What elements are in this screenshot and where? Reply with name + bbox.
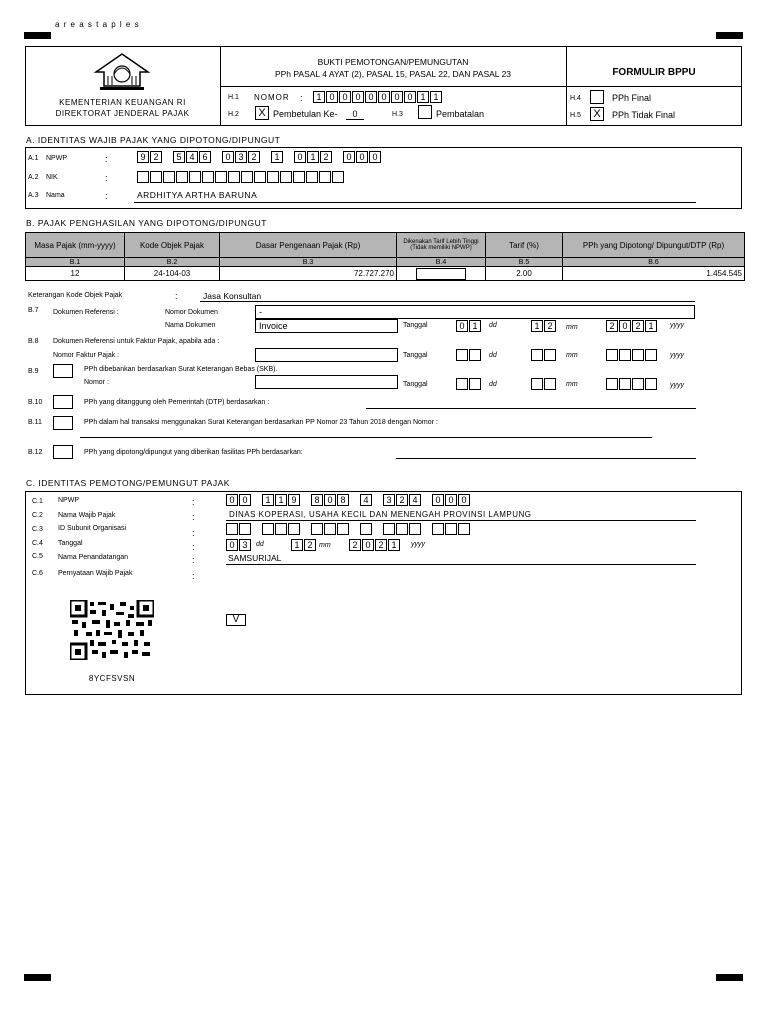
digit-cell[interactable] xyxy=(228,171,240,183)
header-mid-line xyxy=(220,86,742,87)
nomor-faktur-field[interactable] xyxy=(255,348,398,362)
b9-code: B.9 xyxy=(28,368,39,375)
digit-cell[interactable] xyxy=(544,349,556,361)
digit-cell[interactable] xyxy=(445,523,457,535)
pph-table xyxy=(25,232,745,281)
col-header-masa: Masa Pajak (mm-yyyy) xyxy=(26,233,125,258)
nama-dokumen-label: Nama Dokumen xyxy=(165,322,216,329)
mm-label: mm xyxy=(566,324,578,331)
digit-cell[interactable] xyxy=(189,171,201,183)
col-code: B.5 xyxy=(486,258,563,267)
digit-cell[interactable]: 1 xyxy=(430,91,442,103)
digit-cell[interactable] xyxy=(150,171,162,183)
digit-cell[interactable]: 2 xyxy=(606,320,618,332)
digit-cell[interactable] xyxy=(432,523,444,535)
digit-cell[interactable]: 1 xyxy=(262,494,274,506)
col-code: B.1 xyxy=(26,258,125,267)
pembetulan-label: Pembetulan Ke- xyxy=(273,109,338,119)
digit-cell[interactable] xyxy=(293,171,305,183)
digit-cell[interactable] xyxy=(215,171,227,183)
dd-label: dd xyxy=(489,352,497,359)
penandatangan-value: SAMSURIJAL xyxy=(228,553,282,563)
ministry-name: KEMENTERIAN KEUANGAN RI xyxy=(59,98,186,107)
nik-colon: : xyxy=(105,173,108,183)
col-code: B.4 xyxy=(397,258,486,267)
yyyy-label: yyyy xyxy=(670,322,684,329)
dd-label: dd xyxy=(256,541,264,548)
digit-cell[interactable]: 4 xyxy=(360,494,372,506)
section-a-box xyxy=(25,147,742,209)
yyyy-label: yyyy xyxy=(670,352,684,359)
digit-cell[interactable]: 2 xyxy=(632,320,644,332)
digit-cell[interactable]: 0 xyxy=(352,91,364,103)
cell-masa: 12 xyxy=(26,267,125,281)
digit-cell[interactable] xyxy=(458,523,470,535)
c-tanggal-colon: : xyxy=(192,542,195,552)
c4-date-yyyy xyxy=(349,539,401,551)
digit-cell[interactable] xyxy=(202,171,214,183)
digit-cell[interactable]: 0 xyxy=(356,151,368,163)
h5-checkbox[interactable]: X xyxy=(590,107,604,121)
section-c-title: C. IDENTITAS PEMOTONG/PEMUNGUT PAJAK xyxy=(26,478,230,488)
digit-cell[interactable] xyxy=(409,523,421,535)
digit-cell[interactable] xyxy=(288,523,300,535)
nomor-colon: : xyxy=(300,93,303,103)
mm-label: mm xyxy=(566,352,578,359)
yyyy-label: yyyy xyxy=(411,541,425,548)
npwp-colon: : xyxy=(105,154,108,164)
digit-cell[interactable]: 0 xyxy=(619,320,631,332)
b10-label: PPh yang ditanggung oleh Pemerintah (DTP) berdasarkan : xyxy=(84,399,270,406)
b12-label: PPh yang dipotong/dipungut yang diberikan fasilitas PPh berdasarkan: xyxy=(84,449,303,456)
b8-code: B.8 xyxy=(28,338,39,345)
b11-line xyxy=(80,437,652,438)
b9-nomor-field[interactable] xyxy=(255,375,398,389)
digit-cell[interactable]: 0 xyxy=(326,91,338,103)
nama-underline xyxy=(134,202,696,203)
digit-cell[interactable]: 1 xyxy=(271,151,283,163)
nomor-faktur-label: Nomor Faktur Pajak : xyxy=(53,352,120,359)
subunit-cells xyxy=(226,523,471,535)
digit-cell[interactable]: 0 xyxy=(294,151,306,163)
b11-checkbox[interactable] xyxy=(53,416,73,430)
digit-cell[interactable]: 2 xyxy=(320,151,332,163)
a1-code: A.1 xyxy=(28,155,39,162)
section-c-box xyxy=(25,491,742,695)
corner-mark-br xyxy=(716,974,743,981)
digit-cell[interactable] xyxy=(645,349,657,361)
digit-cell[interactable]: 2 xyxy=(349,539,361,551)
b9-label: PPh dibebankan berdasarkan Surat Keterangan Bebas (SKB). xyxy=(84,366,278,373)
directorate-name: DIREKTORAT JENDERAL PAJAK xyxy=(55,109,190,118)
digit-cell[interactable]: 2 xyxy=(396,494,408,506)
corner-mark-tl xyxy=(24,32,51,39)
c-npwp-label: NPWP xyxy=(58,497,79,504)
cell-kode: 24-104-03 xyxy=(125,267,220,281)
digit-cell[interactable] xyxy=(254,171,266,183)
digit-cell[interactable]: 1 xyxy=(275,494,287,506)
c2-code: C.2 xyxy=(32,512,43,519)
digit-cell[interactable] xyxy=(306,171,318,183)
digit-cell[interactable]: 1 xyxy=(469,320,481,332)
nomor-dokumen-field[interactable]: - xyxy=(255,305,695,319)
digit-cell[interactable] xyxy=(176,171,188,183)
b12-line xyxy=(396,458,696,459)
cell-tarif: 2.00 xyxy=(486,267,563,281)
qr-code-text: 8YCFSVSN xyxy=(88,674,136,683)
digit-cell[interactable] xyxy=(226,523,238,535)
col-code: B.3 xyxy=(220,258,397,267)
col-header-tarif: Tarif (%) xyxy=(486,233,563,258)
digit-cell[interactable] xyxy=(606,349,618,361)
a2-code: A.2 xyxy=(28,174,39,181)
npwp-cells xyxy=(137,151,382,163)
digit-cell[interactable]: 4 xyxy=(186,151,198,163)
nama-wp-label: Nama Wajib Pajak xyxy=(58,512,116,519)
digit-cell[interactable] xyxy=(606,378,618,390)
npwp-label: NPWP xyxy=(46,155,67,162)
digit-cell[interactable]: 2 xyxy=(304,539,316,551)
c-npwp-cells xyxy=(226,494,471,506)
b8-date-dd xyxy=(456,349,482,361)
digit-cell[interactable] xyxy=(396,523,408,535)
digit-cell[interactable]: 2 xyxy=(375,539,387,551)
digit-cell[interactable] xyxy=(241,171,253,183)
tanggal-label: Tanggal xyxy=(403,352,428,359)
top-label: a r e a s t a p l e s xyxy=(55,20,140,29)
digit-cell[interactable]: 5 xyxy=(173,151,185,163)
digit-cell[interactable] xyxy=(645,378,657,390)
h4-code: H.4 xyxy=(570,95,581,102)
c4-date-dd xyxy=(226,539,252,551)
penandatangan-label: Nama Penandatangan xyxy=(58,554,129,561)
dd-label: dd xyxy=(489,381,497,388)
digit-cell[interactable]: 3 xyxy=(383,494,395,506)
col-code: B.6 xyxy=(563,258,745,267)
digit-cell[interactable] xyxy=(632,378,644,390)
b9-date-dd xyxy=(456,378,482,390)
digit-cell[interactable]: 1 xyxy=(417,91,429,103)
b11-label: PPh dalam hal transaksi menggunakan Surat Keterangan berdasarkan PP Nomor 23 Tahun 2018 dengan Nomor : xyxy=(84,419,438,426)
digit-cell[interactable]: 2 xyxy=(544,320,556,332)
garuda-logo xyxy=(92,52,152,92)
digit-cell[interactable]: 9 xyxy=(288,494,300,506)
dok-ref-label: Dokumen Referensi : xyxy=(53,309,119,316)
tanggal-label: Tanggal xyxy=(403,381,428,388)
b11-code: B.11 xyxy=(28,419,42,426)
nama-dokumen-field[interactable]: Invoice xyxy=(255,319,398,333)
pernyataan-colon: : xyxy=(192,571,195,581)
c-npwp-colon: : xyxy=(192,497,195,507)
digit-cell[interactable]: 0 xyxy=(343,151,355,163)
c-tanggal-label: Tanggal xyxy=(58,540,83,547)
cell-dpp: 72.727.270 xyxy=(220,267,397,281)
subunit-colon: : xyxy=(192,528,195,538)
digit-cell[interactable]: 0 xyxy=(458,494,470,506)
digit-cell[interactable] xyxy=(239,523,251,535)
digit-cell[interactable] xyxy=(456,378,468,390)
b12-code: B.12 xyxy=(28,449,43,456)
digit-cell[interactable] xyxy=(337,523,349,535)
b7-date-yyyy xyxy=(606,320,658,332)
digit-cell[interactable]: 0 xyxy=(445,494,457,506)
digit-cell[interactable]: 0 xyxy=(339,91,351,103)
digit-cell[interactable]: 1 xyxy=(313,91,325,103)
digit-cell[interactable]: 0 xyxy=(391,91,403,103)
cell-tarif-tinggi xyxy=(397,267,486,281)
col-code: B.2 xyxy=(125,258,220,267)
digit-cell[interactable]: 0 xyxy=(369,151,381,163)
c4-code: C.4 xyxy=(32,540,43,547)
h3-code: H.3 xyxy=(392,111,403,118)
digit-cell[interactable]: 1 xyxy=(531,320,543,332)
cell-pph: 1.454.545 xyxy=(563,267,745,281)
b10-checkbox[interactable] xyxy=(53,395,73,409)
digit-cell[interactable]: 8 xyxy=(337,494,349,506)
form-title-1: BUKTI PEMOTONGAN/PEMUNGUTAN xyxy=(317,57,469,67)
a3-code: A.3 xyxy=(28,192,39,199)
digit-cell[interactable] xyxy=(619,349,631,361)
h4-checkbox[interactable] xyxy=(590,90,604,104)
digit-cell[interactable]: 8 xyxy=(311,494,323,506)
b7-date-mm xyxy=(531,320,557,332)
b9-checkbox[interactable] xyxy=(53,364,73,378)
digit-cell[interactable] xyxy=(280,171,292,183)
digit-cell[interactable] xyxy=(531,378,543,390)
digit-cell[interactable]: 0 xyxy=(222,151,234,163)
digit-cell[interactable] xyxy=(262,523,274,535)
col-header-kode: Kode Objek Pajak xyxy=(125,233,220,258)
subunit-label: ID Subunit Organisasi xyxy=(58,525,127,532)
nama-value: ARDHITYA ARTHA BARUNA xyxy=(137,190,258,200)
tarif-tinggi-checkbox[interactable] xyxy=(416,268,466,280)
c1-code: C.1 xyxy=(32,498,43,505)
digit-cell[interactable]: 1 xyxy=(388,539,400,551)
col-header-tarif-tinggi: Dikenakan Tarif Lebih Tinggi (Tidak memiliki NPWP) xyxy=(397,233,486,258)
b8-date-yyyy xyxy=(606,349,658,361)
section-b-title: B. PAJAK PENGHASILAN YANG DIPOTONG/DIPUNGUT xyxy=(26,218,267,228)
h1-code: H.1 xyxy=(228,94,239,101)
qr-code xyxy=(70,600,154,660)
nomor-label: NOMOR xyxy=(254,93,290,102)
digit-cell[interactable] xyxy=(383,523,395,535)
b8-label: Dokumen Referensi untuk Faktur Pajak, apabila ada : xyxy=(53,338,220,345)
digit-cell[interactable]: 0 xyxy=(404,91,416,103)
col-header-dpp: Dasar Pengenaan Pajak (Rp) xyxy=(220,233,397,258)
digit-cell[interactable]: 4 xyxy=(409,494,421,506)
digit-cell[interactable]: 0 xyxy=(432,494,444,506)
c6-code: C.6 xyxy=(32,570,43,577)
c3-code: C.3 xyxy=(32,526,43,533)
dd-label: dd xyxy=(489,322,497,329)
nama-wp-colon: : xyxy=(192,512,195,522)
nomor-dokumen-label: Nomor Dokumen xyxy=(165,309,218,316)
pph-tidak-final-label: PPh Tidak Final xyxy=(612,110,676,120)
yyyy-label: yyyy xyxy=(670,382,684,389)
b9-date-yyyy xyxy=(606,378,658,390)
digit-cell[interactable]: 1 xyxy=(291,539,303,551)
digit-cell[interactable] xyxy=(456,349,468,361)
digit-cell[interactable]: 0 xyxy=(456,320,468,332)
form-title-2: PPh PASAL 4 AYAT (2), PASAL 15, PASAL 22, DAN PASAL 23 xyxy=(274,69,512,79)
nama-colon: : xyxy=(105,191,108,201)
h2-checkbox[interactable]: X xyxy=(255,106,269,120)
digit-cell[interactable] xyxy=(275,523,287,535)
section-a-title: A. IDENTITAS WAJIB PAJAK YANG DIPOTONG/DIPUNGUT xyxy=(26,135,281,145)
digit-cell[interactable] xyxy=(332,171,344,183)
mm-label: mm xyxy=(566,381,578,388)
nama-wp-underline xyxy=(226,520,696,521)
nama-wp-value: DINAS KOPERASI, USAHA KECIL DAN MENENGAH PROVINSI LAMPUNG xyxy=(229,510,532,519)
pph-final-label: PPh Final xyxy=(612,93,652,103)
form-name: FORMULIR BPPU xyxy=(612,67,696,78)
digit-cell[interactable]: 0 xyxy=(362,539,374,551)
digit-cell[interactable]: 6 xyxy=(199,151,211,163)
digit-cell[interactable]: 0 xyxy=(365,91,377,103)
digit-cell[interactable]: 0 xyxy=(378,91,390,103)
keterangan-colon: : xyxy=(175,291,178,301)
pernyataan-label: Pernyataan Wajib Pajak xyxy=(58,570,133,577)
digit-cell[interactable] xyxy=(632,349,644,361)
digit-cell[interactable]: 3 xyxy=(235,151,247,163)
b9-date-mm xyxy=(531,378,557,390)
digit-cell[interactable] xyxy=(619,378,631,390)
b12-checkbox[interactable] xyxy=(53,445,73,459)
digit-cell[interactable] xyxy=(360,523,372,535)
digit-cell[interactable]: 1 xyxy=(307,151,319,163)
nik-label: NIK xyxy=(46,174,58,181)
penandatangan-colon: : xyxy=(192,555,195,565)
b9-nomor-label: Nomor : xyxy=(84,379,109,386)
h2-code: H.2 xyxy=(228,111,239,118)
col-header-pph: PPh yang Dipotong/ Dipungut/DTP (Rp) xyxy=(563,233,745,258)
b10-line xyxy=(366,408,696,409)
declaration-checkbox[interactable]: V xyxy=(226,614,246,626)
h5-code: H.5 xyxy=(570,112,581,119)
digit-cell[interactable] xyxy=(469,378,481,390)
digit-cell[interactable]: 3 xyxy=(239,539,251,551)
keterangan-label: Keterangan Kode Objek Pajak xyxy=(28,292,123,299)
corner-mark-bl xyxy=(24,974,51,981)
digit-cell[interactable]: 0 xyxy=(226,539,238,551)
corner-mark-tr xyxy=(716,32,743,39)
digit-cell[interactable]: 0 xyxy=(239,494,251,506)
digit-cell[interactable]: 2 xyxy=(150,151,162,163)
b7-date-dd xyxy=(456,320,482,332)
digit-cell[interactable]: 0 xyxy=(324,494,336,506)
digit-cell[interactable]: 2 xyxy=(248,151,260,163)
digit-cell[interactable] xyxy=(137,171,149,183)
b7-code: B.7 xyxy=(28,307,39,314)
nomor-cells xyxy=(313,91,443,103)
digit-cell[interactable] xyxy=(544,378,556,390)
h3-checkbox[interactable] xyxy=(418,105,432,119)
keterangan-underline xyxy=(200,301,695,302)
mm-label: mm xyxy=(319,542,331,549)
digit-cell[interactable] xyxy=(324,523,336,535)
pembetulan-value: 0 xyxy=(346,109,364,120)
digit-cell[interactable]: 1 xyxy=(645,320,657,332)
b10-code: B.10 xyxy=(28,399,43,406)
digit-cell[interactable] xyxy=(163,171,175,183)
digit-cell[interactable] xyxy=(531,349,543,361)
c4-date-mm xyxy=(291,539,317,551)
digit-cell[interactable]: 0 xyxy=(226,494,238,506)
table-row xyxy=(26,267,745,281)
keterangan-value: Jasa Konsultan xyxy=(203,291,262,301)
tanggal-label: Tanggal xyxy=(403,322,428,329)
b8-date-mm xyxy=(531,349,557,361)
pembatalan-label: Pembatalan xyxy=(436,109,485,119)
digit-cell[interactable] xyxy=(469,349,481,361)
nama-label: Nama xyxy=(46,192,65,199)
digit-cell[interactable] xyxy=(311,523,323,535)
digit-cell[interactable] xyxy=(319,171,331,183)
digit-cell[interactable]: 9 xyxy=(137,151,149,163)
c5-code: C.5 xyxy=(32,553,43,560)
nik-cells xyxy=(137,171,345,183)
penandatangan-underline xyxy=(226,564,696,565)
digit-cell[interactable] xyxy=(267,171,279,183)
